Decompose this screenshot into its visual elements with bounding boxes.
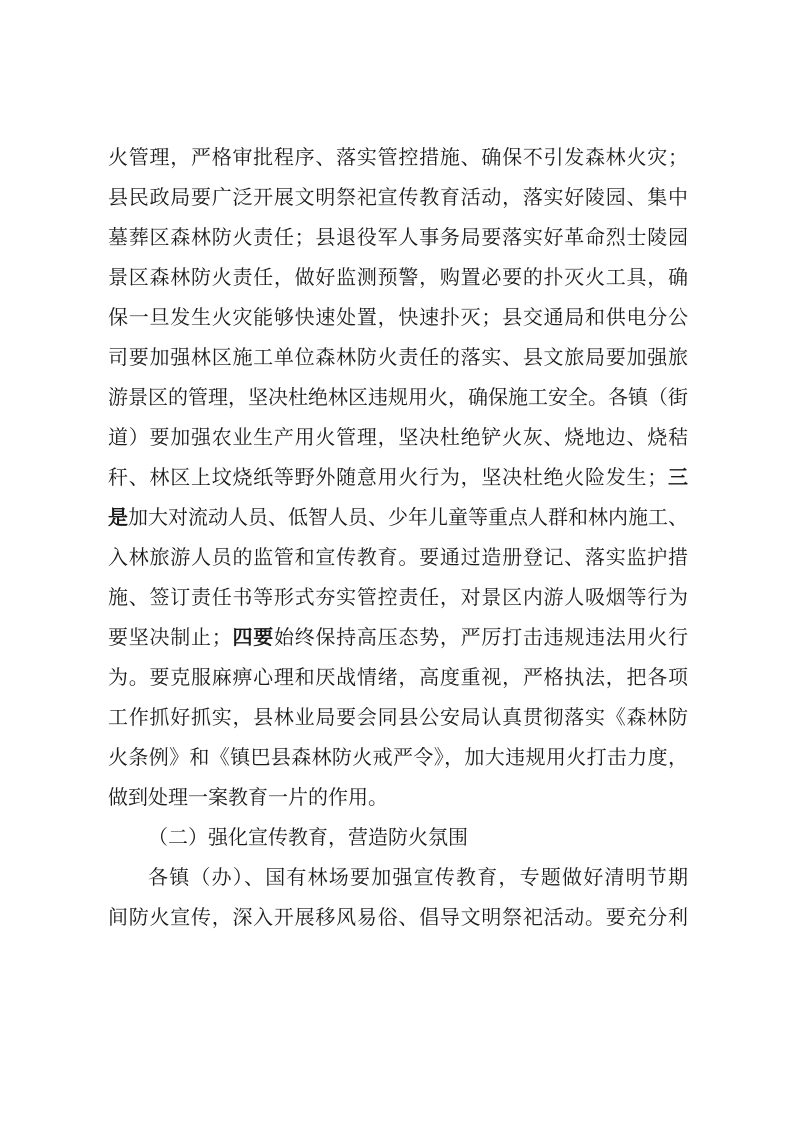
text-line: [108, 501, 688, 533]
text-span: 秆、林区上坟烧纸等野外随意用火行为，坚决杜绝火险发生；: [108, 465, 668, 489]
text-line: 入林旅游人员的监管和宣传教育。要通过造册登记、落实监护措: [108, 545, 688, 569]
text-line: 做到处理一案教育一片的作用。: [108, 785, 388, 809]
text-span: 始终保持高压态势，严厉打击违规违法用火行: [273, 625, 689, 649]
text-line: 县民政局要广泛开展文明祭祀宣传教育活动，落实好陵园、集中: [108, 185, 688, 209]
text-line: 为。要克服麻痹心理和厌战情绪，高度重视，严格执法，把各项: [108, 665, 688, 689]
bold-marker: 四要: [231, 625, 274, 649]
text-line: 施、签订责任书等形式夯实管控责任，对景区内游人吸烟等行为: [108, 585, 688, 609]
bold-marker: 三: [667, 465, 689, 489]
section-heading: （二）强化宣传教育，营造防火氛围: [148, 825, 468, 849]
text-line: [108, 461, 688, 493]
text-line: [108, 621, 688, 653]
text-line: 工作抓好抓实，县林业局要会同县公安局认真贯彻落实《森林防: [108, 705, 688, 729]
text-line: 游景区的管理，坚决杜绝林区违规用火，确保施工安全。各镇（街: [108, 385, 688, 409]
text-line: 火条例》和《镇巴县森林防火戒严令》，加大违规用火打击力度，: [108, 745, 688, 769]
text-line: 保一旦发生火灾能够快速处置，快速扑灭；县交通局和供电分公: [108, 305, 688, 329]
text-span: 要坚决制止；: [108, 625, 232, 649]
text-line: 景区森林防火责任，做好监测预警，购置必要的扑灭火工具，确: [108, 265, 688, 289]
bold-marker: 是: [108, 505, 128, 529]
text-line: 司要加强林区施工单位森林防火责任的落实、县文旅局要加强旅: [108, 345, 688, 369]
text-line: 道）要加强农业生产用火管理，坚决杜绝铲火灰、烧地边、烧秸: [108, 425, 688, 449]
text-line: 间防火宣传，深入开展移风易俗、倡导文明祭祀活动。要充分利: [108, 905, 688, 929]
text-line: 各镇（办）、国有林场要加强宣传教育，专题做好清明节期: [148, 865, 688, 889]
text-line: 火管理，严格审批程序、落实管控措施、确保不引发森林火灾；: [108, 145, 688, 169]
text-span: 加大对流动人员、低智人员、少年儿童等重点人群和林内施工、: [128, 505, 688, 529]
text-line: 墓葬区森林防火责任；县退役军人事务局要落实好革命烈士陵园: [108, 225, 688, 249]
